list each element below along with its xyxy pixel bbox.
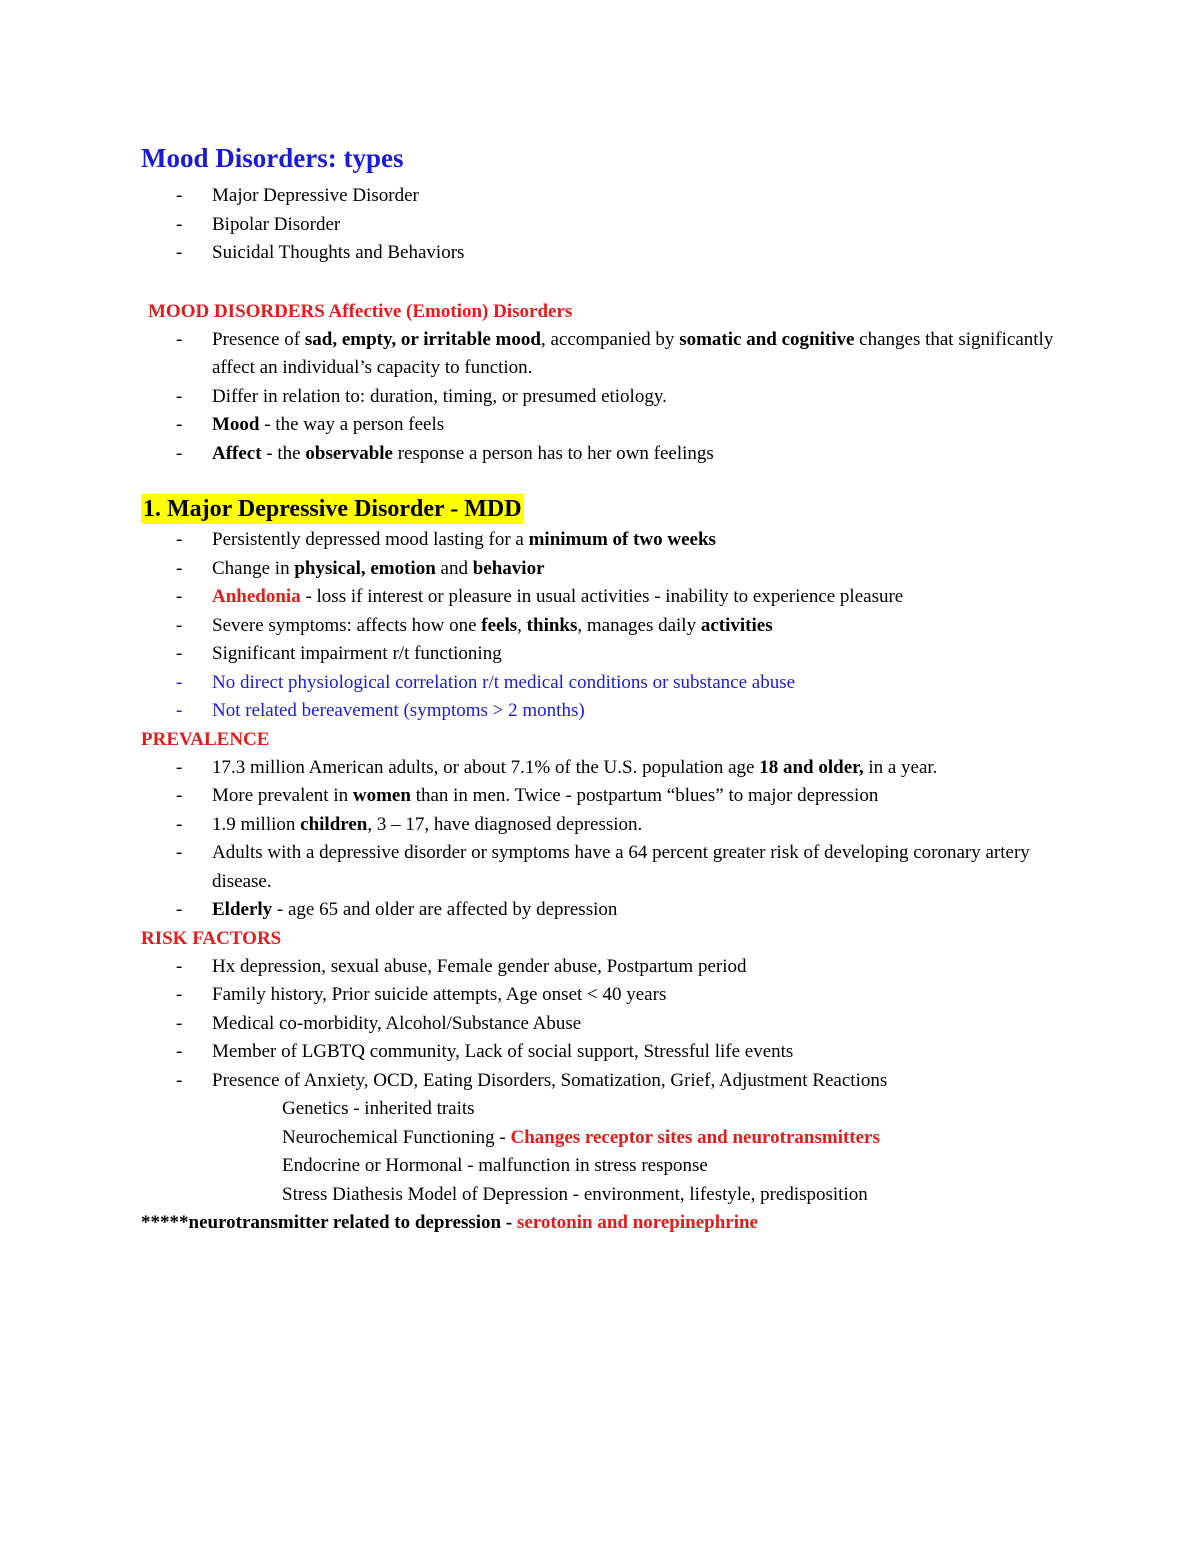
- sub-item-stress-diathesis: Stress Diathesis Model of Depression - environment, lifestyle, predisposition: [282, 1183, 868, 1205]
- list-item: - Hx depression, sexual abuse, Female gender abuse, Postpartum period: [141, 953, 1071, 982]
- list-item: - Significant impairment r/t functioning: [141, 640, 1071, 669]
- sub-item-neurochemical: Neurochemical Functioning - Changes receptor sites and neurotransmitters: [282, 1126, 880, 1148]
- mood-list: [141, 326, 1071, 469]
- list-item: - Differ in relation to: duration, timing, or presumed etiology.: [141, 383, 1071, 412]
- list-item: - Suicidal Thoughts and Behaviors: [141, 239, 1071, 268]
- mdd-heading: 1. Major Depressive Disorder - MDD: [143, 496, 522, 522]
- sub-item-endocrine: Endocrine or Hormonal - malfunction in stress response: [282, 1155, 708, 1176]
- list-item: - Bipolar Disorder: [141, 211, 1071, 240]
- list-item: - Adults with a depressive disorder or symptoms have a 64 percent greater risk of developing coronary artery disease.: [141, 839, 1071, 896]
- document-content: [141, 140, 1071, 1238]
- list-item: - Persistently depressed mood lasting for a minimum of two weeks: [141, 526, 1071, 555]
- prevalence-heading: PREVALENCE: [141, 728, 270, 750]
- list-item: - Presence of Anxiety, OCD, Eating Disorders, Somatization, Grief, Adjustment Reactions: [141, 1067, 1071, 1096]
- risk-factors-heading: RISK FACTORS: [141, 927, 282, 949]
- list-item: - Severe symptoms: affects how one feels, thinks, manages daily activities: [141, 612, 1071, 641]
- list-item: - Change in physical, emotion and behavior: [141, 555, 1071, 584]
- list-item: - Member of LGBTQ community, Lack of social support, Stressful life events: [141, 1038, 1071, 1067]
- list-item: - Elderly - age 65 and older are affected by depression: [141, 896, 1071, 925]
- neurotransmitter-note: *****neurotransmitter related to depression - serotonin and norepinephrine: [141, 1212, 758, 1233]
- page-title: Mood Disorders: types: [141, 143, 404, 173]
- list-item: - 17.3 million American adults, or about 7.1% of the U.S. population age 18 and older, in a year.: [141, 754, 1071, 783]
- types-list: [141, 182, 1071, 268]
- list-item: - Major Depressive Disorder: [141, 182, 1071, 211]
- list-item: - No direct physiological correlation r/t medical conditions or substance abuse: [141, 669, 1071, 698]
- list-item: - Mood - the way a person feels: [141, 411, 1071, 440]
- list-item: - Presence of sad, empty, or irritable mood, accompanied by somatic and cognitive changes that significantly affect an individual’s capacity to function.: [141, 326, 1071, 383]
- mdd-list: [141, 526, 1071, 726]
- list-item: - 1.9 million children, 3 – 17, have diagnosed depression.: [141, 811, 1071, 840]
- list-item: - More prevalent in women than in men. Twice - postpartum “blues” to major depression: [141, 782, 1071, 811]
- sub-item-genetics: Genetics - inherited traits: [282, 1098, 475, 1119]
- risk-list: [141, 953, 1071, 1096]
- list-item: - Family history, Prior suicide attempts, Age onset < 40 years: [141, 981, 1071, 1010]
- mood-disorders-heading: MOOD DISORDERS Affective (Emotion) Disorders: [148, 300, 573, 322]
- list-item: - Medical co-morbidity, Alcohol/Substance Abuse: [141, 1010, 1071, 1039]
- list-item: - Anhedonia - loss if interest or pleasure in usual activities - inability to experience pleasure: [141, 583, 1071, 612]
- list-item: - Not related bereavement (symptoms > 2 months): [141, 697, 1071, 726]
- list-item: - Affect - the observable response a person has to her own feelings: [141, 440, 1071, 469]
- mdd-heading-wrap: [141, 494, 1071, 524]
- prevalence-list: [141, 754, 1071, 925]
